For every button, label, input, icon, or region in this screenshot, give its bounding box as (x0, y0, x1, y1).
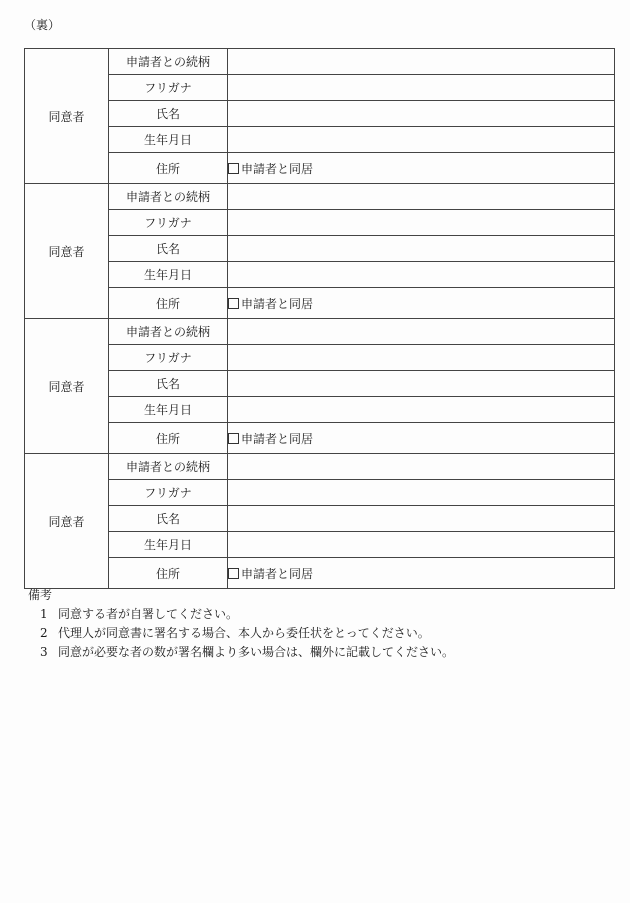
table-row (25, 75, 615, 101)
name-label: 氏名 (109, 236, 228, 262)
relationship-field[interactable] (228, 319, 615, 345)
page-side-label: （裏） (24, 18, 61, 32)
cohabitation-checkbox-label: 申請者と同居 (241, 566, 314, 581)
table-row (25, 532, 615, 558)
birthdate-field[interactable] (228, 532, 615, 558)
table-row (25, 49, 615, 75)
table-row (25, 558, 615, 589)
table-row (25, 262, 615, 288)
note-item (28, 643, 454, 662)
table-row (25, 319, 615, 345)
consenter-group-label: 同意者 (25, 49, 109, 184)
cohabitation-checkbox[interactable] (228, 298, 239, 309)
furigana-label: フリガナ (109, 210, 228, 236)
address-field[interactable] (228, 423, 615, 454)
table-row (25, 480, 615, 506)
birthdate-field[interactable] (228, 397, 615, 423)
note-number: 2 (40, 626, 48, 640)
table-row (25, 454, 615, 480)
table-row (25, 371, 615, 397)
consenter-group-label: 同意者 (25, 454, 109, 589)
address-label: 住所 (109, 423, 228, 454)
notes-section (28, 586, 454, 662)
furigana-field[interactable] (228, 75, 615, 101)
note-text: 同意する者が自署してください。 (58, 607, 239, 621)
cohabitation-checkbox-label: 申請者と同居 (241, 296, 314, 311)
cohabitation-checkbox-label: 申請者と同居 (241, 161, 314, 176)
relationship-label: 申請者との続柄 (109, 184, 228, 210)
relationship-field[interactable] (228, 454, 615, 480)
address-label: 住所 (109, 153, 228, 184)
consenter-group-label: 同意者 (25, 184, 109, 319)
furigana-label: フリガナ (109, 480, 228, 506)
note-number: 1 (40, 607, 48, 621)
cohabitation-checkbox[interactable] (228, 163, 239, 174)
birthdate-field[interactable] (228, 262, 615, 288)
birthdate-label: 生年月日 (109, 127, 228, 153)
table-row (25, 184, 615, 210)
table-row (25, 127, 615, 153)
note-text: 代理人が同意書に署名する場合、本人から委任状をとってください。 (58, 626, 430, 640)
cohabitation-checkbox[interactable] (228, 433, 239, 444)
consenter-group-label: 同意者 (25, 319, 109, 454)
furigana-label: フリガナ (109, 345, 228, 371)
furigana-field[interactable] (228, 210, 615, 236)
relationship-field[interactable] (228, 184, 615, 210)
table-row (25, 506, 615, 532)
cohabitation-checkbox[interactable] (228, 568, 239, 579)
table-row (25, 210, 615, 236)
table-row (25, 101, 615, 127)
name-field[interactable] (228, 371, 615, 397)
birthdate-label: 生年月日 (109, 397, 228, 423)
note-item (28, 605, 454, 624)
furigana-label: フリガナ (109, 75, 228, 101)
table-row (25, 423, 615, 454)
birthdate-label: 生年月日 (109, 262, 228, 288)
birthdate-label: 生年月日 (109, 532, 228, 558)
note-number: 3 (40, 645, 48, 659)
furigana-field[interactable] (228, 480, 615, 506)
name-field[interactable] (228, 101, 615, 127)
table-row (25, 153, 615, 184)
table-row (25, 397, 615, 423)
relationship-label: 申請者との続柄 (109, 49, 228, 75)
cohabitation-checkbox-label: 申請者と同居 (241, 431, 314, 446)
name-field[interactable] (228, 506, 615, 532)
note-text: 同意が必要な者の数が署名欄より多い場合は、欄外に記載してください。 (58, 645, 455, 659)
table-row (25, 288, 615, 319)
consenter-table (24, 48, 615, 589)
table-row (25, 236, 615, 262)
address-field[interactable] (228, 288, 615, 319)
name-label: 氏名 (109, 101, 228, 127)
table-row (25, 345, 615, 371)
address-label: 住所 (109, 558, 228, 589)
notes-title: 備考 (28, 588, 53, 602)
relationship-label: 申請者との続柄 (109, 454, 228, 480)
relationship-field[interactable] (228, 49, 615, 75)
address-field[interactable] (228, 153, 615, 184)
relationship-label: 申請者との続柄 (109, 319, 228, 345)
name-label: 氏名 (109, 371, 228, 397)
name-label: 氏名 (109, 506, 228, 532)
address-label: 住所 (109, 288, 228, 319)
birthdate-field[interactable] (228, 127, 615, 153)
address-field[interactable] (228, 558, 615, 589)
name-field[interactable] (228, 236, 615, 262)
note-item (28, 624, 454, 643)
furigana-field[interactable] (228, 345, 615, 371)
